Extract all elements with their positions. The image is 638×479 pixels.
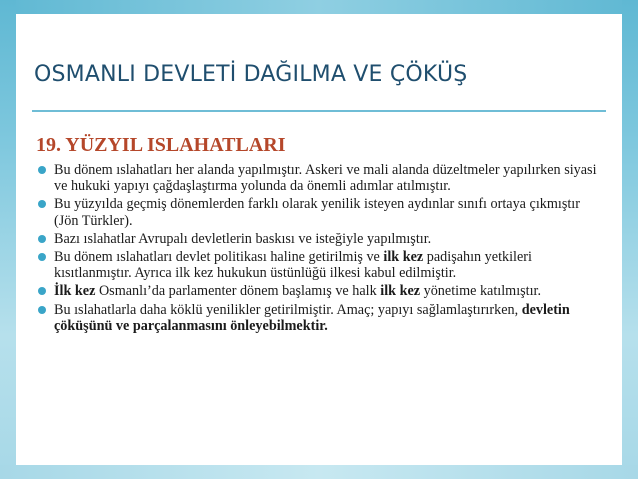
bullet-dot-icon	[38, 253, 46, 261]
bullet-dot-icon	[38, 200, 46, 208]
bullet-text: Bazı ıslahatlar Avrupalı devletlerin baskısı ve isteğiyle yapılmıştır.	[54, 230, 432, 247]
bullet-item	[38, 302, 602, 334]
title-divider	[32, 110, 606, 112]
bullet-dot-icon	[38, 287, 46, 295]
frame-left-band	[0, 0, 16, 479]
bullet-dot-icon	[38, 166, 46, 174]
bullet-item	[38, 231, 602, 247]
bullet-text-bold: ilk kez	[380, 283, 421, 300]
bullet-text-bold: ilk kez	[383, 249, 424, 266]
bullet-text: Bu dönem ıslahatları her alanda yapılmıştır. Askeri ve mali alanda düzeltmeler yapılırken siyasi ve hukuki yapıyı çağdaşlaştırma yolunda da önemli adımlar atılmıştır.	[54, 162, 597, 195]
frame-top-band	[0, 0, 638, 14]
bullet-text: Bu dönem ıslahatları devlet politikası haline getirilmiş ve	[54, 249, 384, 266]
bullet-dot-icon	[38, 235, 46, 243]
frame-bottom-band	[0, 465, 638, 479]
bullet-item	[38, 283, 602, 299]
bullet-item	[38, 249, 602, 281]
slide-title: OSMANLI DEVLETİ DAĞILMA VE ÇÖKÜŞ	[34, 62, 468, 87]
bullet-text: Bu ıslahatlarla daha köklü yenilikler getirilmiştir. Amaç; yapıyı sağlamlaştırırken,	[54, 301, 522, 318]
bullet-list	[38, 162, 602, 336]
bullet-text: Bu yüzyılda geçmiş dönemlerden farklı olarak yenilik isteyen aydınlar sınıfı ortaya çıkmıştır (Jön Türkler).	[54, 196, 580, 229]
bullet-item	[38, 196, 602, 228]
bullet-dot-icon	[38, 306, 46, 314]
bullet-text: yönetime katılmıştır.	[420, 283, 542, 300]
section-heading: 19. YÜZYIL ISLAHATLARI	[36, 134, 286, 156]
bullet-text: padişahın yetkileri kısıtlanmıştır. Ayrıca ilk kez hukukun üstünlüğü ilkesi kabul edilmiştir.	[54, 249, 532, 282]
bullet-text-bold: İlk kez	[54, 283, 96, 300]
bullet-text: Osmanlı’da parlamenter dönem başlamış ve halk	[95, 283, 381, 300]
frame-right-band	[622, 0, 638, 479]
bullet-text-bold: devletin çöküşünü ve parçalanmasını önleyebilmektir.	[54, 301, 570, 334]
bullet-item	[38, 162, 602, 194]
